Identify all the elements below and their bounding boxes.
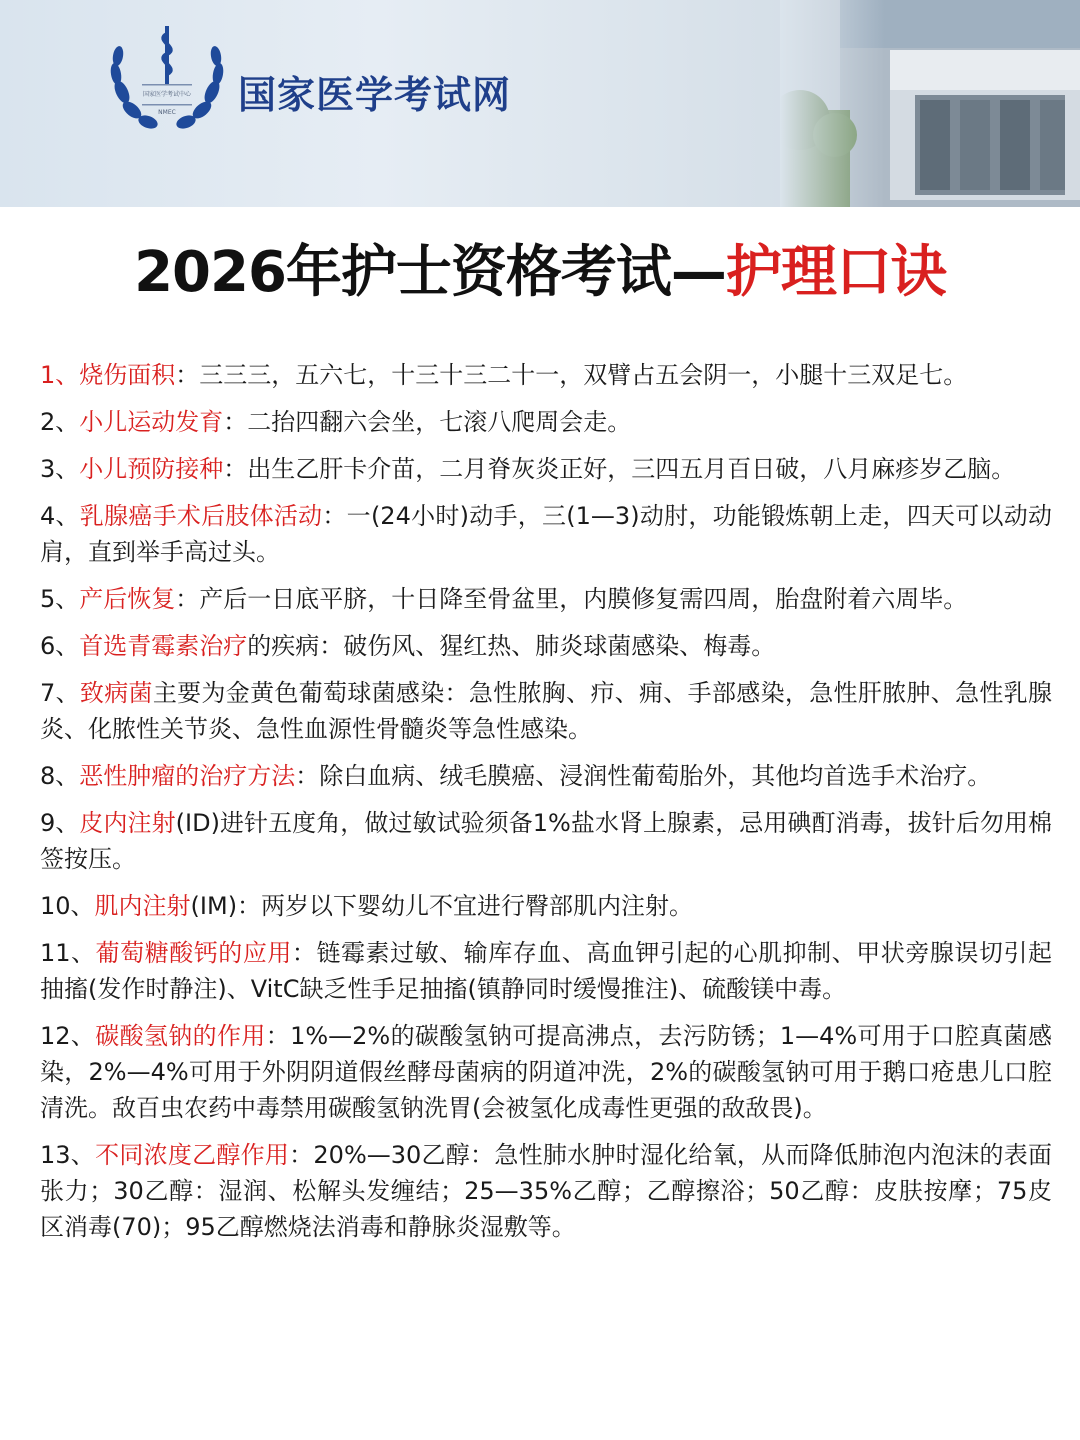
tip-keyword: 葡萄糖酸钙的应用 bbox=[95, 939, 292, 967]
tip-keyword: 碳酸氢钠的作用 bbox=[95, 1022, 266, 1050]
tip-index: 11、 bbox=[40, 939, 96, 967]
tip-item-5 bbox=[40, 581, 1052, 617]
tip-index: 8、 bbox=[40, 762, 80, 790]
tip-keyword: 恶性肿瘤的治疗方法 bbox=[79, 762, 296, 790]
tip-item-10 bbox=[40, 888, 1052, 924]
tip-item-7 bbox=[40, 675, 1052, 747]
header-banner bbox=[0, 0, 1080, 207]
logo-text-cn: 国家医学考试中心 bbox=[142, 91, 192, 98]
tip-index: 13、 bbox=[40, 1141, 96, 1169]
tip-index: 12、 bbox=[40, 1022, 96, 1050]
tip-text: ：三三三，五六七，十三十三二十一，双臂占五会阴一，小腿十三双足七。 bbox=[175, 361, 968, 389]
tip-index: 5、 bbox=[40, 585, 80, 613]
tip-index: 6、 bbox=[40, 632, 80, 660]
tip-text: ：出生乙肝卡介苗，二月脊灰炎正好，三四五月百日破，八月麻疹岁乙脑。 bbox=[223, 455, 1016, 483]
tip-item-1 bbox=[40, 357, 1052, 393]
tip-text: ：二抬四翻六会坐，七滚八爬周会走。 bbox=[223, 408, 632, 436]
tip-keyword: 不同浓度乙醇作用 bbox=[95, 1141, 290, 1169]
tip-index: 3、 bbox=[40, 455, 80, 483]
tip-index: 9、 bbox=[40, 809, 80, 837]
tip-text: 主要为金黄色葡萄球菌感染：急性脓胸、疖、痈、手部感染，急性肝脓肿、急性乳腺炎、化脓性关节炎、急性血源性骨髓炎等急性感染。 bbox=[40, 679, 1052, 743]
building-photo bbox=[780, 0, 1080, 207]
tip-item-3 bbox=[40, 451, 1052, 487]
tip-text: ：链霉素过敏、输库存血、高血钾引起的心肌抑制、甲状旁腺误切引起抽搐(发作时静注)、VitC缺乏性手足抽搐(镇静同时缓慢推注)、硫酸镁中毒。 bbox=[40, 939, 1053, 1003]
nmec-logo-emblem bbox=[104, 22, 230, 142]
logo-text-en: NMEC bbox=[158, 109, 176, 116]
tip-list bbox=[40, 357, 1052, 1256]
tip-item-2 bbox=[40, 404, 1052, 440]
tip-index: 7、 bbox=[40, 679, 80, 707]
tip-text: ：产后一日底平脐，十日降至骨盆里，内膜修复需四周，胎盘附着六周毕。 bbox=[175, 585, 968, 613]
tip-index: 2、 bbox=[40, 408, 80, 436]
tip-keyword: 肌内注射 bbox=[94, 892, 191, 920]
page-title-accent: 护理口诀 bbox=[725, 240, 946, 305]
tip-index: 1、 bbox=[40, 361, 80, 389]
tip-text: (IM)：两岁以下婴幼儿不宜进行臀部肌内注射。 bbox=[190, 892, 694, 920]
tip-index: 10、 bbox=[40, 892, 95, 920]
tip-keyword: 小儿运动发育 bbox=[79, 408, 224, 436]
tip-text: ：20%—30乙醇：急性肺水肿时湿化给氧，从而降低肺泡内泡沫的表面张力；30乙醇：湿润、松解头发缠结；25—35%乙醇；乙醇擦浴；50乙醇：皮肤按摩；75皮区消毒(70)；95乙醇燃烧法消毒和静脉炎湿敷等。 bbox=[40, 1141, 1052, 1241]
tip-text: ：1%—2%的碳酸氢钠可提高沸点，去污防锈；1—4%可用于口腔真菌感染，2%—4%可用于外阴阴道假丝酵母菌病的阴道冲洗，2%的碳酸氢钠可用于鹅口疮患儿口腔清洗。敌百虫农药中毒禁用碳酸氢钠洗胃(会被氢化成毒性更强的敌敌畏)。 bbox=[40, 1022, 1052, 1122]
tip-item-9 bbox=[40, 805, 1052, 877]
tip-item-11 bbox=[40, 935, 1052, 1007]
tip-keyword: 首选青霉素治疗 bbox=[79, 632, 248, 660]
tip-keyword: 产后恢复 bbox=[79, 585, 176, 613]
tip-item-13 bbox=[40, 1137, 1052, 1245]
tip-index: 4、 bbox=[40, 502, 80, 530]
tip-item-8 bbox=[40, 758, 1052, 794]
tip-text: (ID)进针五度角，做过敏试验须备1%盐水肾上腺素，忌用碘酊消毒，拔针后勿用棉签按压。 bbox=[40, 809, 1053, 873]
tip-text: ：除白血病、绒毛膜癌、浸润性葡萄胎外，其他均首选手术治疗。 bbox=[295, 762, 992, 790]
tip-keyword: 烧伤面积 bbox=[79, 361, 176, 389]
tip-item-6 bbox=[40, 628, 1052, 664]
tip-keyword: 小儿预防接种 bbox=[79, 455, 224, 483]
tip-text: 的疾病：破伤风、猩红热、肺炎球菌感染、梅毒。 bbox=[247, 632, 776, 660]
tip-item-12 bbox=[40, 1018, 1052, 1126]
tip-keyword: 致病菌 bbox=[79, 679, 153, 707]
page-title-main: 2026年护士资格考试— bbox=[134, 240, 726, 305]
site-name: 国家医学考试网 bbox=[238, 72, 512, 117]
page-title bbox=[0, 238, 1080, 308]
tip-keyword: 乳腺癌手术后肢体活动 bbox=[79, 502, 323, 530]
tip-text: ：一(24小时)动手，三(1—3)动肘，功能锻炼朝上走，四天可以动动肩，直到举手高过头。 bbox=[40, 502, 1053, 566]
tip-keyword: 皮内注射 bbox=[79, 809, 176, 837]
tip-item-4 bbox=[40, 498, 1052, 570]
